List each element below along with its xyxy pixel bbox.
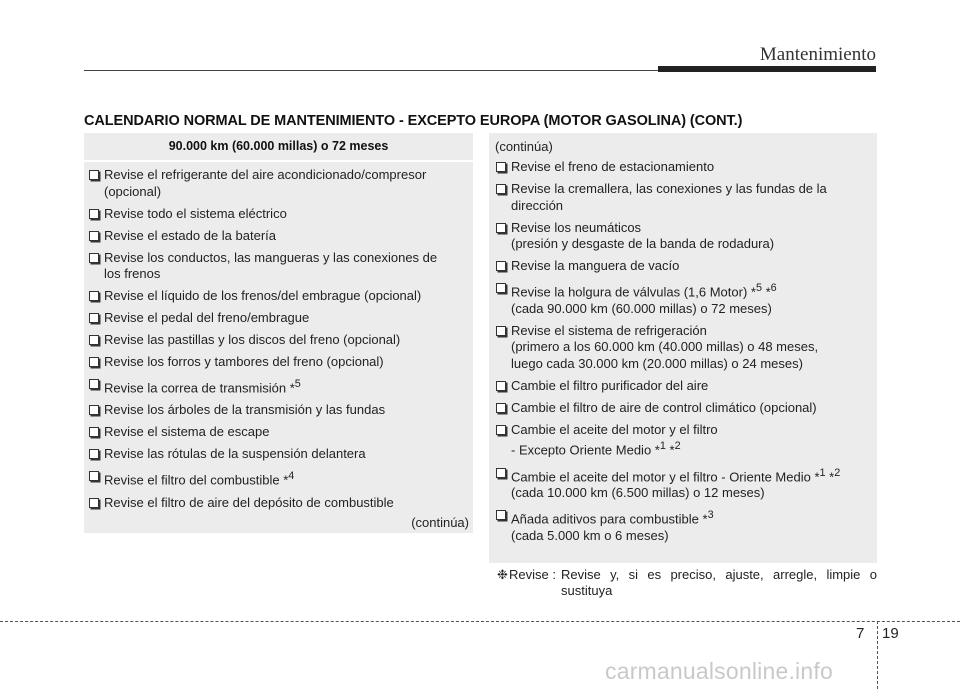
footnote-ref: 1 (659, 440, 666, 453)
note-text: Revise y, si es preciso, ajuste, arregle, limpie o sustituya (561, 567, 877, 598)
footnote-ref: 2 (834, 466, 841, 479)
checkbox-icon (89, 291, 99, 301)
list-item: Revise el sistema de escape (88, 424, 467, 441)
watermark: carmanualsonline.info (605, 658, 833, 684)
list-item: Revise el freno de estacionamiento (495, 159, 869, 176)
list-item: Revise la manguera de vacío (495, 258, 869, 275)
checkbox-icon (89, 449, 99, 459)
left-panel (84, 133, 473, 533)
list-item: Cambie el filtro de aire de control climático (opcional) (495, 400, 869, 417)
note-key: Revise : (509, 567, 556, 582)
footnote-ref: 5 (755, 282, 762, 294)
checkbox-icon (496, 425, 506, 435)
list-item: Revise los conductos, las mangueras y las conexiones de los frenos (88, 250, 467, 283)
list-item: Revise la correa de transmisión *$^5$ (88, 376, 467, 397)
list-item: Revise el pedal del freno/embrague (88, 310, 467, 327)
chapter-title: Mantenimiento (759, 44, 876, 65)
checkbox-icon (496, 510, 506, 520)
checkbox-icon (89, 498, 99, 508)
page-number: 19 (882, 625, 899, 642)
checkbox-icon (89, 471, 99, 481)
list-item: Revise la holgura de válvulas (1,6 Motor) *$^5$ *$^6$ (cada 90.000 km (60.000 millas) o 72 meses) (495, 280, 869, 317)
list-item: Cambie el aceite del motor y el filtro - Excepto Oriente Medio *$^1$ *$^2$ (495, 422, 869, 459)
checkbox-icon (89, 379, 99, 389)
checkbox-icon (496, 261, 506, 271)
footnote-ref: 4 (288, 470, 295, 483)
legend-note (497, 567, 877, 599)
list-item: Revise el filtro de aire del depósito de combustible (88, 495, 467, 512)
list-item: Revise el refrigerante del aire acondicionado/compresor (opcional) (88, 167, 467, 200)
checkbox-icon (89, 231, 99, 241)
header-rule-thin (84, 70, 664, 71)
left-checklist (84, 162, 473, 511)
checkbox-icon (89, 253, 99, 263)
list-item: Revise la cremallera, las conexiones y las fundas de la dirección (495, 181, 869, 214)
checkbox-icon (89, 427, 99, 437)
list-item: Revise los neumáticos (presión y desgaste de la banda de rodadura) (495, 220, 869, 253)
checkbox-icon (89, 209, 99, 219)
checkbox-icon (496, 283, 506, 293)
left-column-heading: 90.000 km (60.000 millas) o 72 meses (84, 133, 473, 162)
footnote-ref: 5 (294, 378, 301, 390)
section-number: 7 (856, 625, 865, 642)
checkbox-icon (496, 223, 506, 233)
continued-from-label: (continúa) (495, 139, 553, 154)
list-item: Revise todo el sistema eléctrico (88, 206, 467, 223)
header-rule-thick (658, 66, 876, 72)
checkbox-icon (89, 405, 99, 415)
checkbox-icon (496, 326, 506, 336)
checkbox-icon (89, 170, 99, 180)
list-item: Revise el filtro del combustible *$^4$ (88, 468, 467, 489)
checkbox-icon (89, 313, 99, 323)
checkbox-icon (496, 184, 506, 194)
checkbox-icon (89, 357, 99, 367)
footnote-ref: 1 (819, 466, 826, 479)
footnote-ref: 6 (770, 282, 777, 294)
list-item: Revise las pastillas y los discos del freno (opcional) (88, 332, 467, 349)
checkbox-icon (496, 468, 506, 478)
footnote-ref: 3 (707, 509, 714, 522)
section-title: CALENDARIO NORMAL DE MANTENIMIENTO - EXCEPTO EUROPA (MOTOR GASOLINA) (CONT.) (84, 113, 743, 129)
list-item: Revise el líquido de los frenos/del embrague (opcional) (88, 288, 467, 305)
checkbox-icon (496, 403, 506, 413)
list-item: Añada aditivos para combustible *$^3$ (cada 5.000 km o 6 meses) (495, 507, 869, 544)
asterisk-icon: ❉ (497, 567, 508, 582)
list-item: Revise las rótulas de la suspensión delantera (88, 446, 467, 463)
list-item: Revise los forros y tambores del freno (opcional) (88, 354, 467, 371)
list-item: Cambie el aceite del motor y el filtro - Oriente Medio *$^1$ *$^2$ (cada 10.000 km (6.500 millas) o 12 meses) (495, 465, 869, 502)
footnote-ref: 2 (674, 440, 681, 453)
checkbox-icon (496, 162, 506, 172)
right-checklist (489, 159, 877, 545)
list-item: Revise el estado de la batería (88, 228, 467, 245)
list-item: Cambie el filtro purificador del aire (495, 378, 869, 395)
checkbox-icon (496, 381, 506, 391)
list-item: Revise los árboles de la transmisión y las fundas (88, 402, 467, 419)
footer-dashed-rule (0, 621, 960, 622)
checkbox-icon (89, 335, 99, 345)
list-item: Revise el sistema de refrigeración (primero a los 60.000 km (40.000 millas) o 48 meses, luego cada 30.000 km (20.000 millas) o 24 meses) (495, 323, 869, 373)
right-panel (489, 133, 877, 563)
footer-dashed-divider (877, 621, 878, 689)
continued-label: (continúa) (411, 515, 469, 530)
